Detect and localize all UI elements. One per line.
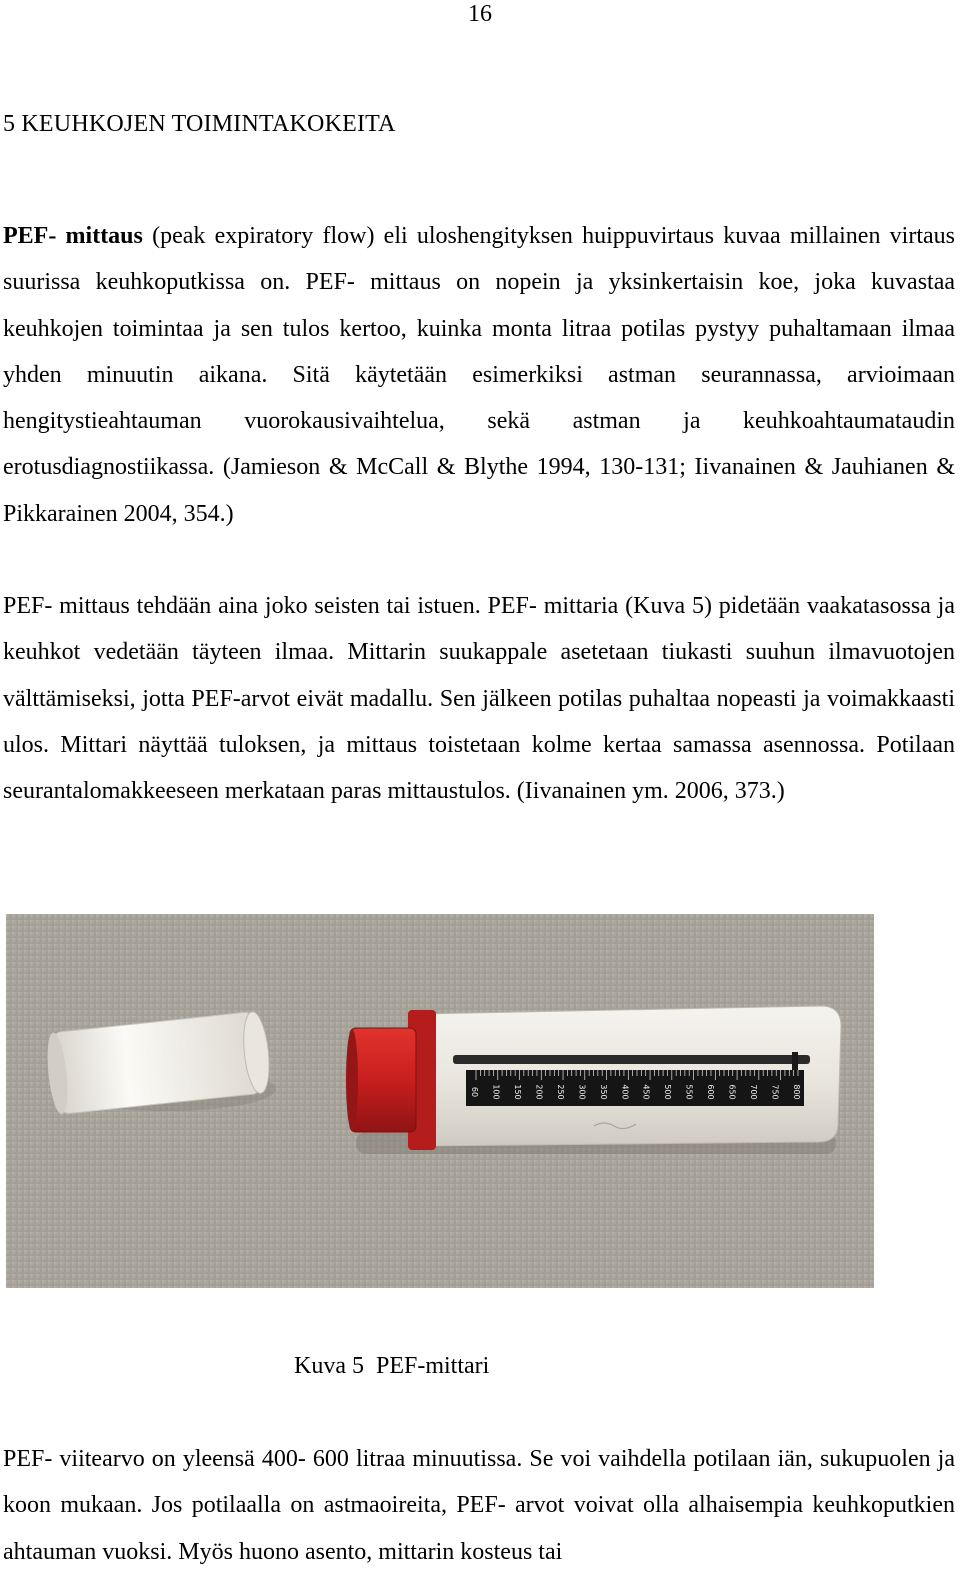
scale-label: 250 <box>555 1084 565 1100</box>
scale-label: 600 <box>706 1084 716 1100</box>
scale-label: 60 <box>470 1086 479 1098</box>
scale-label: 800 <box>792 1084 801 1100</box>
scale-label: 550 <box>684 1084 694 1100</box>
paragraph-pef-procedure: PEF- mittaus tehdään aina joko seisten tai istuen. PEF- mittaria (Kuva 5) pidetään vaakatasossa ja keuhkot vedetään täyteen ilmaa. Mittarin suukappale asetetaan tiukasti suuhun ilmavuotojen välttämiseksi, jotta PEF-arvot eivät madallu. Sen jälkeen potilas puhaltaa nopeasti ja voimakkaasti ulos. Mittari näyttää tuloksen, ja mittaus toistetaan kolme kertaa samassa asennossa. Potilaan seurantalomakkeeseen merkataan paras mittaustulos. (Iivanainen ym. 2006, 373.) <box>3 593 955 805</box>
scale-label: 200 <box>534 1084 544 1100</box>
red-mouthpiece <box>346 1010 436 1150</box>
scale-label: 750 <box>770 1084 780 1100</box>
scale-label: 450 <box>641 1084 651 1100</box>
pef-meter-photo <box>6 914 874 1288</box>
page-number: 16 <box>468 1 492 27</box>
scale-label: 350 <box>598 1084 608 1100</box>
indicator-slot <box>453 1055 810 1064</box>
chapter-heading: 5 KEUHKOJEN TOIMINTAKOKEITA <box>3 111 396 137</box>
paragraph-pef-definition <box>3 213 955 537</box>
scale-label: 300 <box>577 1084 587 1100</box>
scale-label: 650 <box>727 1084 737 1100</box>
bold-term: PEF- mittaus <box>3 223 143 249</box>
scale-label: 500 <box>663 1084 673 1100</box>
scale-label: 100 <box>491 1084 501 1100</box>
paragraph-text: (peak expiratory flow) eli uloshengityksen huippuvirtaus kuvaa millainen virtaus suurissa keuhkoputkissa on. PEF- mittaus on nopein ja yksinkertaisin koe, joka kuvastaa keuhkojen toimintaa ja sen tulos kertoo, kuinka monta litraa potilas pystyy puhaltamaan ilmaa yhden minuutin aikana. Sitä käytetään esimerkiksi astman seurannassa, arvioimaan hengitystieahtauman vuorokausivaihtelua, sekä astman ja keuhkoahtaumataudin erotusdiagnostiikassa. (Jamieson & McCall & Blythe 1994, 130-131; Iivanainen & Jauhianen & Pikkarainen 2004, 354.) <box>3 223 955 527</box>
scale-label: 400 <box>620 1084 630 1100</box>
scale-label: 150 <box>512 1084 522 1100</box>
pef-meter-illustration <box>6 914 874 1288</box>
figure-caption: Kuva 5 PEF-mittari <box>294 1353 490 1379</box>
paragraph-reference-values: PEF- viitearvo on yleensä 400- 600 litraa minuutissa. Se voi vaihdella potilaan iän, sukupuolen ja koon mukaan. Jos potilaalla on astmaoireita, PEF- arvot voivat olla alhaisempia keuhkoputkien ahtauman vuoksi. Myös huono asento, mittarin kosteus tai <box>3 1446 955 1565</box>
scale-label: 700 <box>749 1084 759 1100</box>
